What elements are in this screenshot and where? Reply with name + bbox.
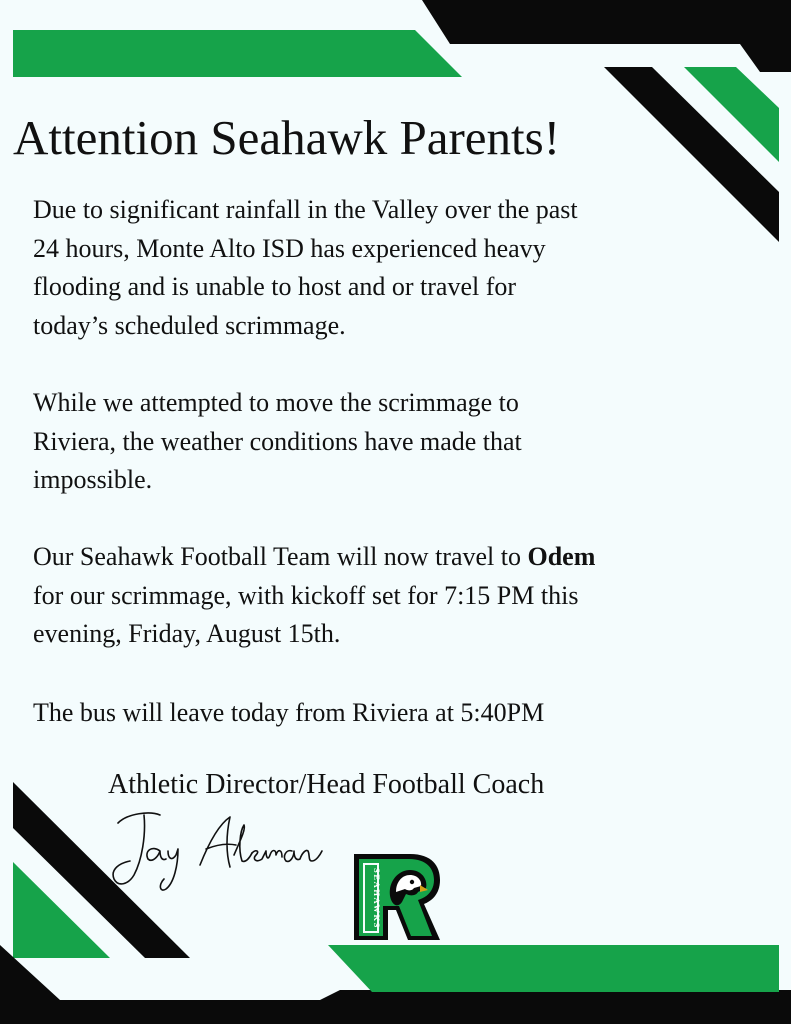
paragraph-line: for our scrimmage, with kickoff set for 7:15 PM this bbox=[33, 580, 579, 610]
logo-seahawks-text: SEAHAWKS bbox=[372, 868, 382, 929]
paragraph-riviera bbox=[33, 384, 522, 500]
paragraph-line: evening, Friday, August 15th. bbox=[33, 619, 341, 648]
seahawks-r-logo bbox=[352, 852, 442, 944]
paragraph-line: flooding and is unable to host and or travel for bbox=[33, 272, 517, 301]
destination-odem: Odem bbox=[527, 542, 596, 571]
paragraph-line: impossible. bbox=[33, 465, 153, 494]
paragraph-line: Riviera, the weather conditions have made that bbox=[33, 426, 522, 456]
page-title: Attention Seahawk Parents! bbox=[13, 110, 561, 165]
paragraph-line: today’s scheduled scrimmage. bbox=[33, 310, 346, 340]
paragraph-flooding bbox=[33, 191, 578, 345]
signature-jay-aleman bbox=[100, 805, 330, 895]
bottom-green-band bbox=[328, 945, 779, 992]
paragraph-line: Our Seahawk Football Team will now travel to bbox=[33, 542, 528, 571]
paragraph-bus: The bus will leave today from Riviera at 5:40PM bbox=[33, 698, 545, 727]
paragraph-odem bbox=[33, 538, 595, 654]
paragraph-line: Due to significant rainfall in the Valley over the past bbox=[33, 195, 578, 224]
paragraph-line: 24 hours, Monte Alto ISD has experienced heavy bbox=[33, 233, 546, 263]
top-green-band bbox=[13, 30, 462, 77]
signer-role: Athletic Director/Head Football Coach bbox=[108, 769, 545, 800]
paragraph-line: While we attempted to move the scrimmage to bbox=[33, 388, 519, 417]
